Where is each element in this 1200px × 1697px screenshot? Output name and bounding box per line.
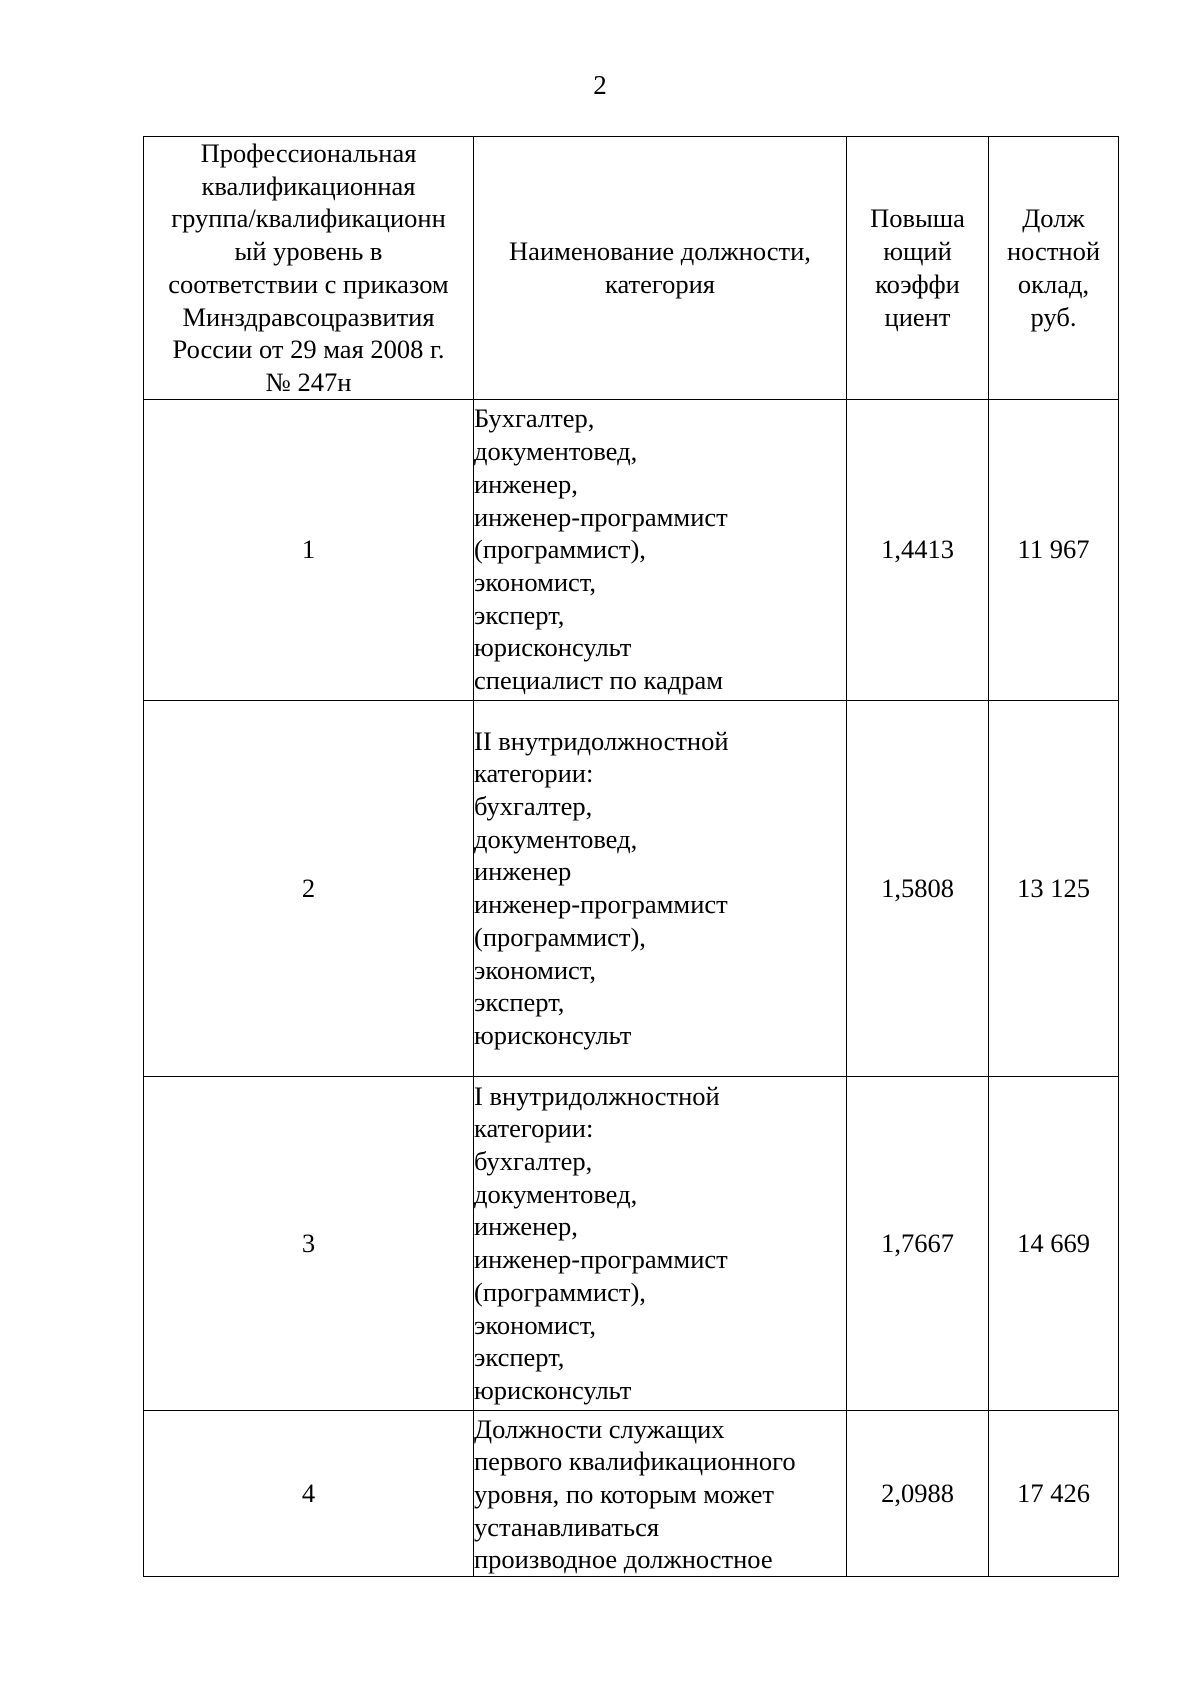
header-line: руб. <box>1030 301 1077 332</box>
position-line: экономист, <box>474 566 597 597</box>
coefficient-cell: 1,5808 <box>847 700 989 1076</box>
qualification-level-cell: 2 <box>144 700 474 1076</box>
position-name-cell <box>474 399 847 700</box>
salary-table <box>143 136 1119 1577</box>
position-line: устанавливаться <box>474 1511 660 1542</box>
position-line: юрисконсульт <box>474 1019 632 1050</box>
header-line: ющий <box>883 236 952 267</box>
header-line: Повыша <box>870 203 965 234</box>
header-line: квалификационная <box>201 170 416 201</box>
position-line: инженер-программист <box>474 889 728 920</box>
position-line: экономист, <box>474 1309 597 1340</box>
position-line: категории: <box>474 1113 594 1144</box>
qualification-level-cell: 1 <box>144 399 474 700</box>
table-header-row <box>144 137 1119 400</box>
position-line: бухгалтер, <box>474 791 593 822</box>
position-line: категории: <box>474 758 594 789</box>
header-coefficient <box>847 137 989 400</box>
header-salary <box>989 137 1119 400</box>
position-line: инженер, <box>474 1211 578 1242</box>
position-line: бухгалтер, <box>474 1146 593 1177</box>
header-line: ностной <box>1006 236 1101 267</box>
header-line: коэффи <box>875 268 960 299</box>
header-line: № 247н <box>265 366 352 397</box>
salary-cell: 14 669 <box>989 1076 1119 1410</box>
position-line: производное должностное <box>474 1544 773 1575</box>
table-row <box>144 700 1119 1076</box>
position-line: документовед, <box>474 436 638 467</box>
position-name-cell <box>474 1076 847 1410</box>
page-number: 2 <box>593 70 607 100</box>
table-row <box>144 1410 1119 1577</box>
position-line: эксперт, <box>474 599 565 630</box>
coefficient-cell: 1,7667 <box>847 1076 989 1410</box>
header-line: России от 29 мая 2008 г. <box>172 334 445 365</box>
position-line: документовед, <box>474 823 638 854</box>
position-line: инженер-программист <box>474 1244 728 1275</box>
table-row <box>144 399 1119 700</box>
position-line: эксперт, <box>474 987 565 1018</box>
header-line: оклад, <box>1017 268 1090 299</box>
salary-cell: 13 125 <box>989 700 1119 1076</box>
position-line: инженер <box>474 856 572 887</box>
header-line: группа/квалификационн <box>171 203 446 234</box>
header-line: категория <box>605 268 715 299</box>
qualification-level-cell: 3 <box>144 1076 474 1410</box>
header-line: соответствии с приказом <box>168 268 449 299</box>
position-line: I внутридолжностной <box>474 1080 720 1111</box>
position-line: специалист по кадрам <box>474 665 723 696</box>
position-name-cell <box>474 1410 847 1577</box>
position-line: инженер-программист <box>474 501 728 532</box>
qualification-level-cell: 4 <box>144 1410 474 1577</box>
position-line: уровня, по которым может <box>474 1479 774 1510</box>
header-position-name <box>474 137 847 400</box>
position-line: юрисконсульт <box>474 1374 632 1405</box>
position-line: эксперт, <box>474 1342 565 1373</box>
position-line: (программист), <box>474 921 646 952</box>
coefficient-cell: 1,4413 <box>847 399 989 700</box>
header-line: циент <box>884 301 951 332</box>
position-line: документовед, <box>474 1178 638 1209</box>
position-line: II внутридолжностной <box>474 725 729 756</box>
position-line: Должности служащих <box>474 1413 725 1444</box>
position-line: Бухгалтер, <box>474 403 595 434</box>
table-row <box>144 1076 1119 1410</box>
coefficient-cell: 2,0988 <box>847 1410 989 1577</box>
header-line: Минздравсоцразвития <box>182 301 435 332</box>
position-name-cell <box>474 700 847 1076</box>
position-line: юрисконсульт <box>474 632 632 663</box>
header-line: Долж <box>1022 203 1085 234</box>
header-line: Наименование должности, <box>509 236 811 267</box>
salary-cell: 17 426 <box>989 1410 1119 1577</box>
position-line: экономист, <box>474 954 597 985</box>
header-line: ый уровень в <box>234 236 383 267</box>
header-qualification-level <box>144 137 474 400</box>
header-line: Профессиональная <box>200 138 417 168</box>
salary-cell: 11 967 <box>989 399 1119 700</box>
position-line: инженер, <box>474 468 578 499</box>
position-line: (программист), <box>474 1276 646 1307</box>
position-line: (программист), <box>474 534 646 565</box>
position-line: первого квалификационного <box>474 1446 796 1477</box>
